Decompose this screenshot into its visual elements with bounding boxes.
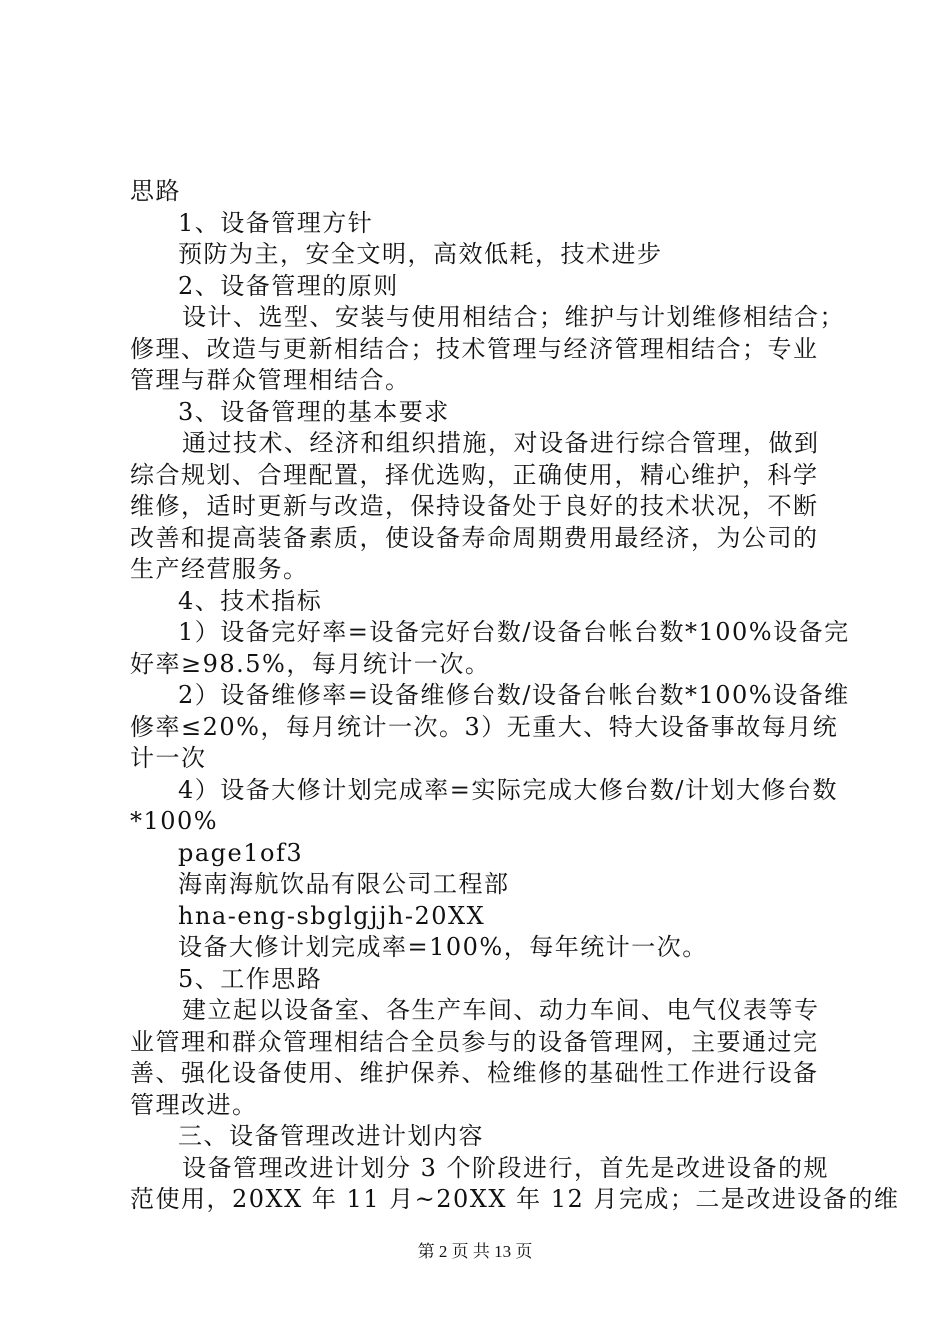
text-line: 生产经营服务。 — [130, 555, 309, 583]
section-heading: 1、设备管理方针 — [178, 208, 374, 237]
text-line: hna-eng-sbglgjjh-20XX — [178, 901, 486, 930]
text-line: 管理改进。 — [130, 1090, 258, 1119]
text-line: 设备大修计划完成率=100%，每年统计一次。 — [178, 933, 708, 961]
text-line: 预防为主，安全文明，高效低耗，技术进步 — [178, 240, 663, 268]
text-line: 建立起以设备室、各生产车间、动力车间、电气仪表等专 — [182, 996, 820, 1024]
text-line: 修理、改造与更新相结合；技术管理与经济管理相结合；专业 — [130, 334, 819, 363]
text-line: 改善和提高装备素质，使设备寿命周期费用最经济，为公司的 — [130, 523, 819, 552]
text-line: 设计、选型、安装与使用相结合；维护与计划维修相结合； — [182, 303, 845, 331]
text-line: 善、强化设备使用、维护保养、检维修的基础性工作进行设备 — [130, 1059, 819, 1087]
page-footer — [0, 1242, 950, 1262]
text-line: 2）设备维修率=设备维修台数/设备台帐台数*100%设备维 — [178, 681, 850, 709]
text-line: 维修，适时更新与改造，保持设备处于良好的技术状况，不断 — [130, 492, 819, 520]
document-body — [130, 176, 900, 1216]
section-heading: 5、工作思路 — [178, 964, 323, 993]
text-line: 好率≥98.5%，每月统计一次。 — [130, 649, 491, 678]
text-line: 综合规划、合理配置，择优选购，正确使用，精心维护，科学 — [130, 460, 819, 489]
text-line: 业管理和群众管理相结合全员参与的设备管理网，主要通过完 — [130, 1027, 819, 1056]
section-heading: 三、设备管理改进计划内容 — [178, 1122, 484, 1150]
section-heading: 3、设备管理的基本要求 — [178, 397, 450, 426]
text-line: 设备管理改进计划分 3 个阶段进行，首先是改进设备的规 — [182, 1153, 830, 1182]
text-line: 通过技术、经济和组织措施，对设备进行综合管理，做到 — [182, 429, 820, 457]
text-line: 管理与群众管理相结合。 — [130, 366, 411, 394]
text-line: 海南海航饮品有限公司工程部 — [178, 870, 510, 898]
section-heading: 4、技术指标 — [178, 586, 323, 615]
text-line: 修率≤20%，每月统计一次。3）无重大、特大设备事故每月统 — [130, 712, 839, 741]
section-heading: 2、设备管理的原则 — [178, 271, 399, 300]
text-line: *100% — [130, 807, 219, 835]
text-line: 范使用，20XX 年 11 月~20XX 年 12 月完成；二是改进设备的维 — [130, 1185, 900, 1213]
text-line: 思路 — [130, 177, 181, 205]
text-line: 1）设备完好率=设备完好台数/设备台帐台数*100%设备完 — [178, 618, 850, 646]
page-number-label: 第 2 页 共 13 页 — [417, 1242, 533, 1261]
text-line: 计一次 — [130, 744, 207, 772]
text-line: 4）设备大修计划完成率=实际完成大修台数/计划大修台数 — [178, 775, 838, 804]
text-line: page1of3 — [178, 838, 304, 867]
